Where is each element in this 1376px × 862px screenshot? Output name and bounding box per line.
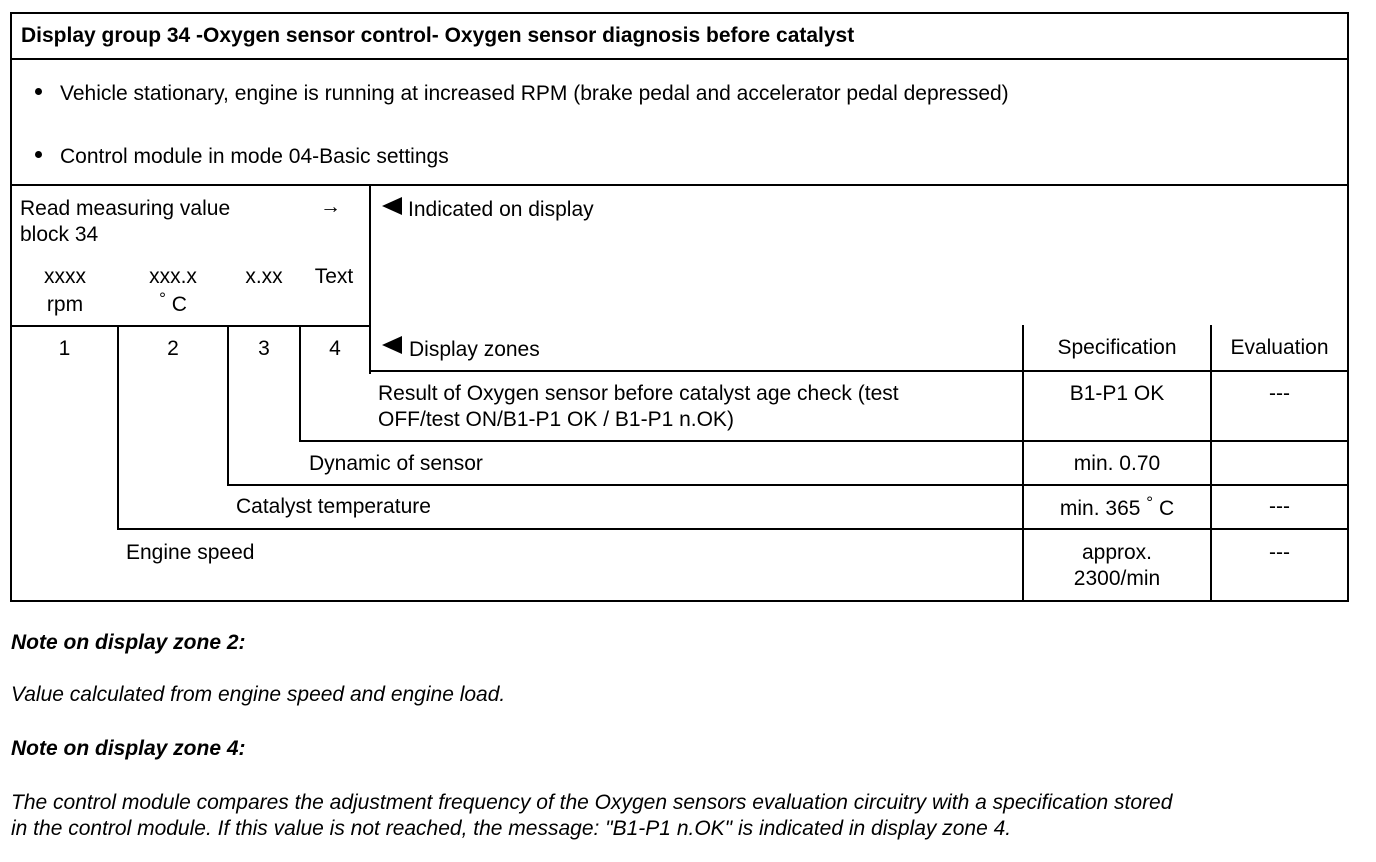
zone-number-4: 4 bbox=[329, 337, 341, 360]
display-zones-header: Display zones bbox=[409, 338, 540, 361]
conditions-divider bbox=[10, 184, 1349, 186]
zone2-description: Catalyst temperature bbox=[236, 495, 431, 518]
table-border-top bbox=[10, 12, 1349, 14]
zone-number-1: 1 bbox=[58, 337, 71, 360]
zone4-description-line1: Result of Oxygen sensor before catalyst age check (test bbox=[378, 382, 899, 405]
bullet-icon bbox=[35, 88, 42, 95]
evaluation-header: Evaluation bbox=[1230, 336, 1329, 359]
read-block-label-line1: Read measuring value bbox=[20, 197, 231, 220]
zone1-specification-line2: 2300/min bbox=[1073, 567, 1161, 590]
degree-symbol: ° bbox=[1146, 493, 1154, 512]
zone2-evaluation: --- bbox=[1269, 495, 1290, 518]
indicated-on-display-label: Indicated on display bbox=[408, 198, 594, 221]
read-block-label-line2: block 34 bbox=[20, 223, 99, 246]
specification-header: Specification bbox=[1057, 336, 1177, 359]
zone1-evaluation: --- bbox=[1269, 541, 1290, 564]
table-title: Display group 34 -Oxygen sensor control- Oxygen sensor diagnosis before catalyst bbox=[21, 24, 855, 47]
note-text: in the control module. If this value is not reached, the message: "B1-P1 n.OK" is indicated in display zone 4. bbox=[11, 817, 1012, 840]
zone3-description: Dynamic of sensor bbox=[309, 452, 483, 475]
arrow-right-icon: → bbox=[320, 195, 341, 218]
note-text: The control module compares the adjustment frequency of the Oxygen sensors evaluation circuitry with a specification stored bbox=[11, 791, 1173, 814]
table-border-left bbox=[10, 12, 12, 602]
title-divider bbox=[10, 58, 1349, 60]
table-border-right bbox=[1347, 12, 1349, 602]
condition-item: Control module in mode 04-Basic settings bbox=[60, 145, 449, 168]
zone4-specification: B1-P1 OK bbox=[1069, 382, 1165, 405]
note-heading: Note on display zone 4: bbox=[11, 737, 246, 760]
units-divider bbox=[10, 325, 371, 327]
column-2-unit-line2 bbox=[120, 289, 226, 319]
read-block-right-border bbox=[369, 184, 371, 374]
note-heading: Note on display zone 2: bbox=[11, 631, 246, 654]
zone-number-3: 3 bbox=[258, 337, 270, 360]
bullet-icon bbox=[35, 151, 42, 158]
zone2-spec-value: min. 365 bbox=[1059, 497, 1141, 520]
celsius-unit: C bbox=[171, 293, 187, 316]
zone3-bracket-horizontal bbox=[227, 484, 1349, 486]
zone2-bracket-horizontal bbox=[117, 528, 1349, 530]
column-1-unit-line2: rpm bbox=[46, 293, 84, 316]
zone4-bracket-horizontal bbox=[299, 440, 1349, 442]
degree-symbol: ° bbox=[159, 289, 166, 308]
zone2-specification bbox=[1024, 493, 1210, 523]
pointer-left-icon bbox=[382, 336, 402, 354]
column-4-unit: Text bbox=[314, 265, 354, 288]
zone4-description-line2: OFF/test ON/B1-P1 OK / B1-P1 n.OK) bbox=[378, 408, 734, 431]
zone1-specification-line1: approx. bbox=[1081, 541, 1153, 564]
condition-item: Vehicle stationary, engine is running at increased RPM (brake pedal and accelerator pedal depressed) bbox=[60, 82, 1009, 105]
header-divider bbox=[369, 370, 1349, 372]
zone-number-2: 2 bbox=[167, 337, 179, 360]
zone4-evaluation: --- bbox=[1269, 382, 1290, 405]
column-3-unit: x.xx bbox=[245, 265, 283, 288]
pointer-left-icon bbox=[382, 197, 402, 215]
zone1-description: Engine speed bbox=[126, 541, 255, 564]
note-text: Value calculated from engine speed and engine load. bbox=[11, 683, 506, 706]
column-1-unit: xxxx bbox=[44, 265, 86, 288]
column-2-unit: xxx.x bbox=[149, 265, 197, 288]
zone3-specification: min. 0.70 bbox=[1073, 452, 1161, 475]
celsius-unit: C bbox=[1158, 497, 1175, 520]
table-border-bottom bbox=[10, 600, 1349, 602]
